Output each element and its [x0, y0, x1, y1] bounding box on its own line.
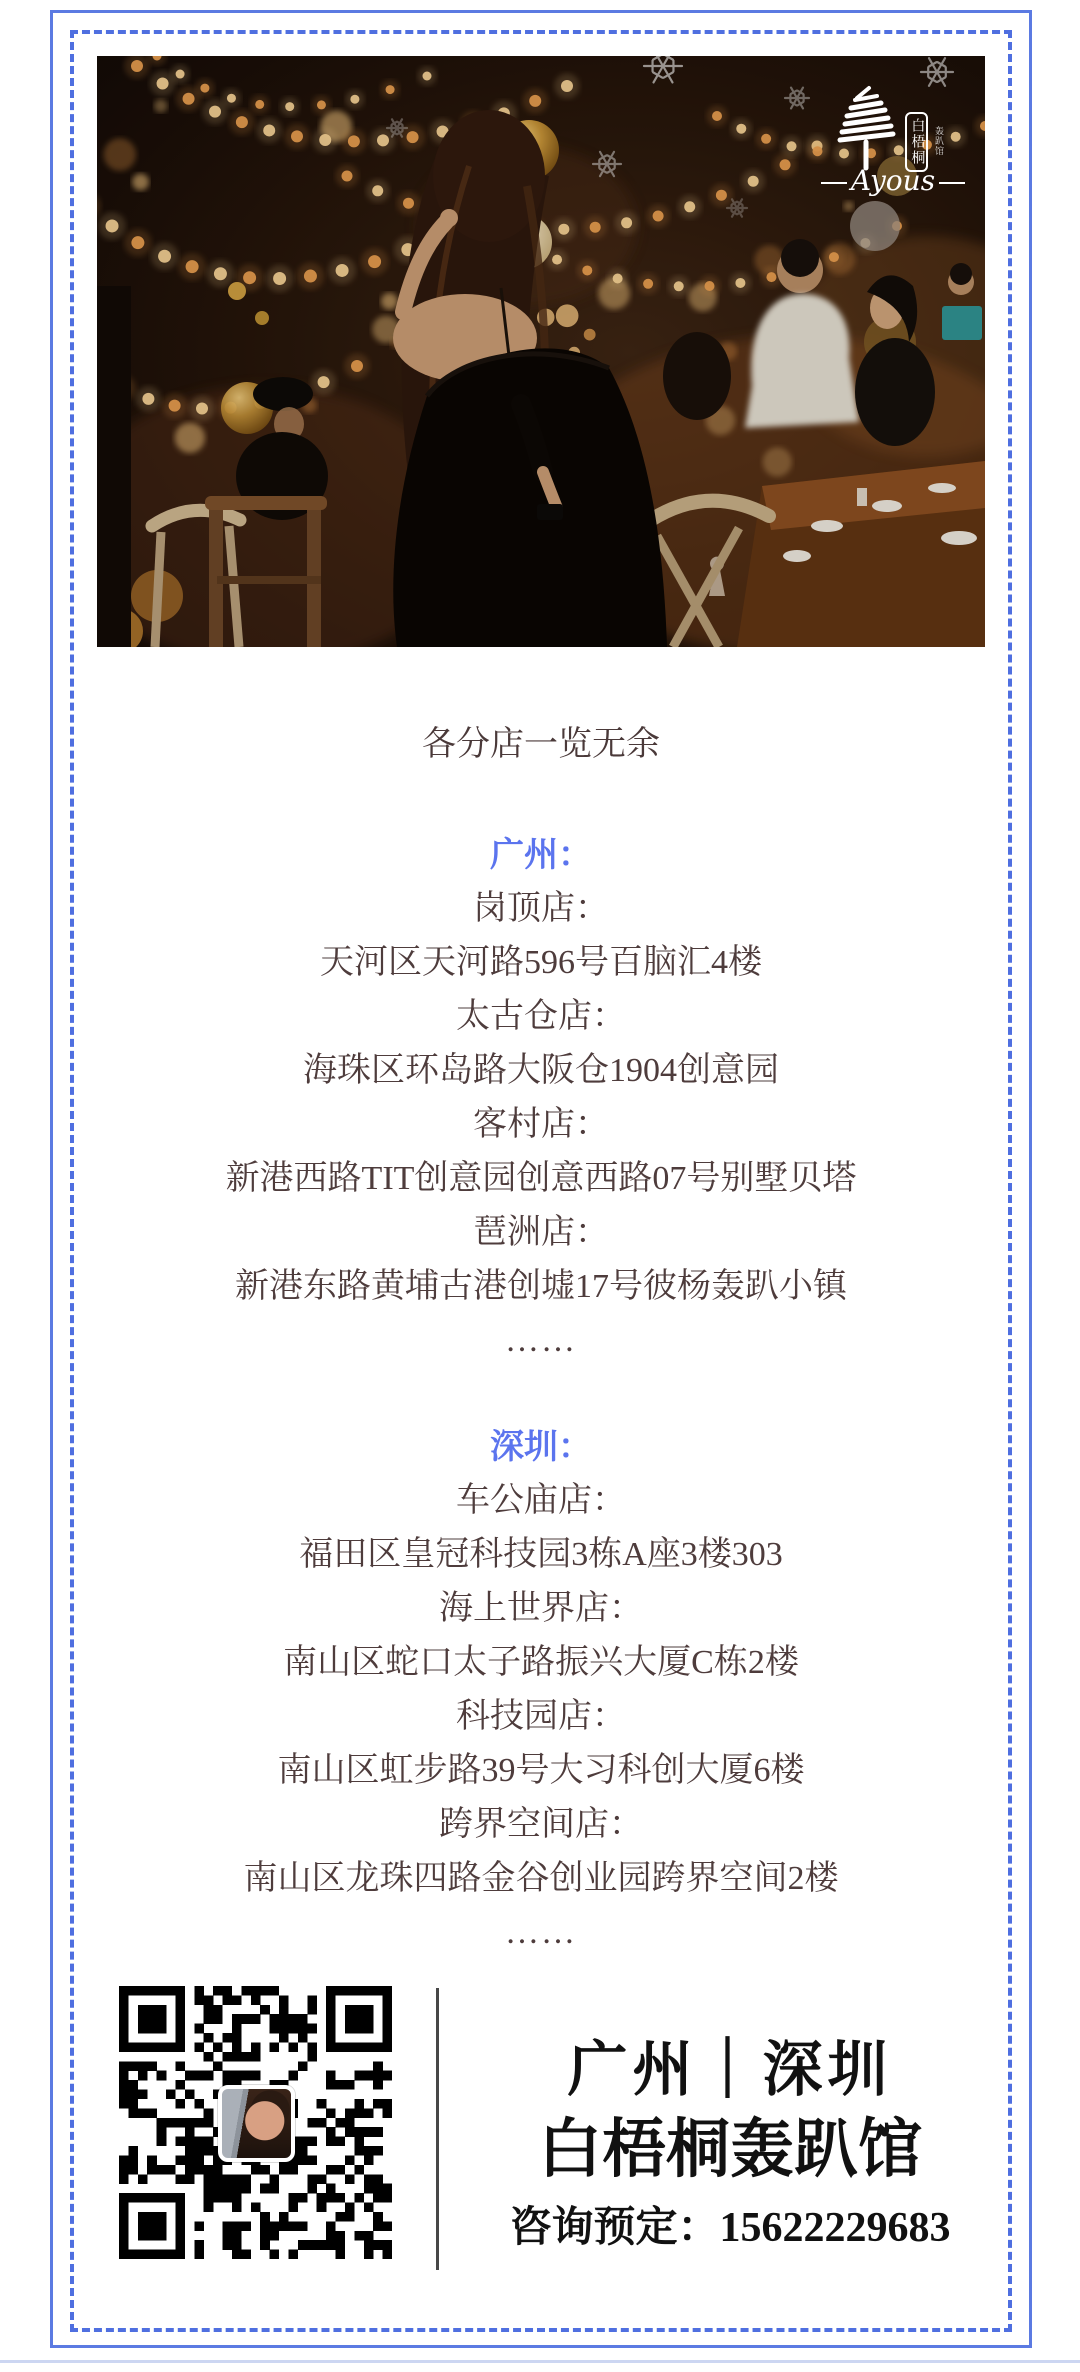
party-photo [97, 56, 985, 647]
pine-tree-sketch-icon [833, 82, 897, 174]
store-address: 福田区皇冠科技园3栋A座3楼303 [299, 1536, 783, 1573]
footer-region: 广州｜深圳 [567, 2037, 893, 2103]
store-name: 岗顶店： [473, 890, 609, 927]
ellipsis: …… [505, 1914, 577, 1951]
footer-phone: 咨询预定：15622229683 [509, 2205, 951, 2251]
qr-avatar [218, 2085, 295, 2162]
store-name: 海上世界店： [439, 1590, 643, 1627]
store-address: 海珠区环岛路大阪仓1904创意园 [303, 1052, 779, 1089]
store-address: 新港东路黄埔古港创墟17号彼杨轰趴小镇 [235, 1268, 847, 1305]
store-name: 车公庙店： [456, 1482, 626, 1519]
store-address: 南山区虹步路39号大习科创大厦6楼 [277, 1752, 805, 1789]
guangzhou-section [66, 828, 1016, 1368]
brand-logo [809, 82, 977, 200]
store-name: 跨界空间店： [439, 1806, 643, 1843]
bottom-edge-line [0, 2360, 1080, 2363]
brand-subtitle: 轰趴馆 [934, 126, 944, 156]
brand-script: Ayous [809, 166, 977, 196]
footer-divider [436, 1988, 439, 2270]
ellipsis: …… [505, 1322, 577, 1359]
store-address: 南山区蛇口太子路振兴大厦C栋2楼 [283, 1644, 799, 1681]
footer-brand: 白梧桐轰趴馆 [538, 2114, 922, 2185]
store-name: 琶洲店： [473, 1214, 609, 1251]
store-name: 太古仓店： [456, 998, 626, 1035]
store-name: 客村店： [473, 1106, 609, 1143]
brand-name-vertical: 白梧桐 [905, 112, 928, 172]
shenzhen-section [66, 1420, 1016, 1960]
store-address: 天河区天河路596号百脑汇4楼 [320, 944, 762, 981]
overview-title: 各分店一览无余 [422, 726, 660, 763]
city-label-shenzhen: 深圳： [490, 1428, 592, 1466]
store-name: 科技园店： [456, 1698, 626, 1735]
city-label-guangzhou: 广州： [490, 836, 592, 874]
store-address: 新港西路TIT创意园创意西路07号别墅贝塔 [225, 1160, 857, 1197]
store-address: 南山区龙珠四路金谷创业园跨界空间2楼 [243, 1860, 839, 1897]
